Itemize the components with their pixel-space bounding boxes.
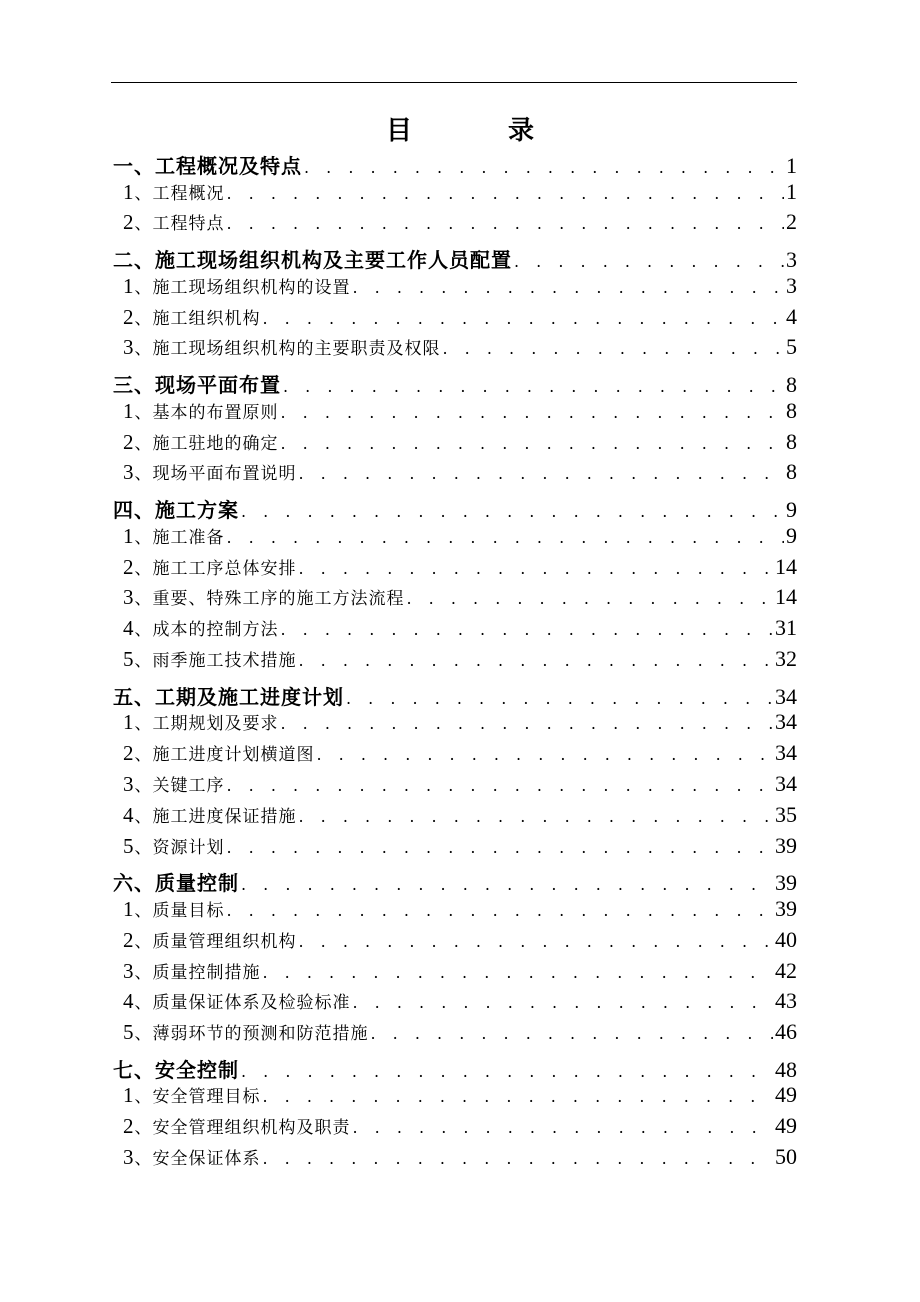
toc-entry-title	[123, 988, 351, 1014]
toc-dot-leader	[281, 434, 785, 453]
toc-dot-leader	[299, 559, 774, 578]
toc-page-number: 49	[775, 1082, 797, 1108]
toc-page-number: 39	[775, 832, 797, 858]
toc-entry-label: 、施工进度计划横道图	[134, 745, 315, 766]
toc-dot-leader	[283, 377, 784, 396]
toc-entry-title	[123, 833, 225, 859]
toc-section-entry[interactable]	[113, 1144, 797, 1175]
toc-entry-title	[123, 304, 261, 330]
toc-section-entry[interactable]	[113, 615, 797, 646]
toc-entry-label: 五、工期及施工进度计划	[113, 684, 344, 709]
toc-entry-label: 一、工程概况及特点	[113, 154, 302, 178]
toc-entry-label: 、工期规划及要求	[134, 714, 279, 735]
toc-section-entry[interactable]	[113, 1019, 797, 1050]
toc-entry-number: 2	[123, 927, 135, 952]
toc-section-entry[interactable]	[113, 927, 797, 958]
toc-entry-title	[123, 398, 279, 424]
toc-entry-number: 1	[123, 710, 135, 735]
toc-section-entry[interactable]	[113, 833, 797, 864]
toc-dot-leader	[353, 993, 774, 1012]
toc-entry-label: 、质量管理组织机构	[134, 931, 297, 952]
toc-section-entry[interactable]	[113, 1082, 797, 1113]
toc-entry-title	[123, 740, 315, 766]
toc-section-entry[interactable]	[113, 273, 797, 304]
toc-entry-label: 、施工现场组织机构的主要职责及权限	[134, 339, 441, 360]
toc-section-entry[interactable]	[113, 740, 797, 771]
toc-page-number: 9	[786, 497, 797, 523]
toc-dot-leader	[281, 714, 774, 733]
toc-entry-number: 2	[123, 304, 135, 329]
toc-entry-title	[123, 459, 297, 485]
toc-dot-leader	[514, 252, 784, 271]
toc-entry-number: 1	[123, 273, 135, 298]
toc-page-number: 8	[786, 397, 797, 423]
toc-page-number: 42	[775, 957, 797, 983]
toc-chapter-entry[interactable]	[113, 365, 797, 398]
toc-section-entry[interactable]	[113, 459, 797, 490]
toc-entry-number: 5	[123, 1020, 135, 1045]
toc-page-number: 35	[775, 801, 797, 827]
title-char-right: 录	[508, 116, 535, 146]
toc-dot-leader	[263, 1149, 774, 1168]
toc-section-entry[interactable]	[113, 1113, 797, 1144]
toc-entry-label: 二、施工现场组织机构及主要工作人员配置	[113, 248, 512, 273]
toc-entry-title	[123, 209, 225, 235]
toc-dot-leader	[299, 651, 774, 670]
toc-entry-number: 2	[123, 741, 135, 766]
toc-entry-label: 、现场平面布置说明	[134, 464, 297, 485]
toc-entry-label: 、安全保证体系	[134, 1149, 261, 1170]
toc-page-number: 1	[786, 153, 797, 178]
toc-dot-leader	[263, 963, 774, 982]
toc-entry-label: 、成本的控制方法	[134, 620, 279, 641]
toc-entry-number: 2	[123, 210, 135, 235]
toc-entry-title	[123, 927, 297, 953]
toc-dot-leader	[407, 589, 774, 608]
toc-entry-title	[123, 584, 405, 610]
toc-entry-label: 、关键工序	[134, 775, 225, 796]
toc-entry-title	[123, 429, 279, 455]
header-rule	[111, 82, 797, 83]
toc-entry-label: 三、现场平面布置	[113, 373, 281, 398]
toc-entry-number: 2	[123, 1114, 135, 1139]
toc-page-number: 31	[775, 615, 797, 641]
toc-entry-title	[113, 150, 302, 179]
toc-dot-leader	[227, 214, 785, 233]
toc-chapter-entry[interactable]	[113, 863, 797, 896]
toc-section-entry[interactable]	[113, 398, 797, 429]
toc-page-number: 39	[775, 870, 797, 896]
toc-page-number: 14	[775, 584, 797, 610]
toc-entry-title	[123, 709, 279, 735]
toc-entry-title	[123, 554, 297, 580]
toc-entry-number: 5	[123, 646, 135, 671]
toc-dot-leader	[227, 838, 774, 857]
toc-entry-title	[113, 1054, 239, 1083]
toc-dot-leader	[353, 278, 785, 297]
toc-entry-title	[123, 802, 297, 828]
toc-page-number: 3	[786, 247, 797, 273]
toc-entry-label: 、质量目标	[134, 900, 225, 921]
toc-entry-label: 、施工工序总体安排	[134, 558, 297, 579]
toc-section-entry[interactable]	[113, 896, 797, 927]
toc-entry-label: 、施工驻地的确定	[134, 433, 279, 454]
toc-page-number: 8	[786, 459, 797, 485]
toc-page-number: 34	[775, 683, 797, 709]
toc-entry-label: 、工程特点	[134, 214, 225, 235]
toc-page-number: 9	[786, 522, 797, 548]
toc-entry-title	[113, 681, 344, 710]
toc-dot-leader	[443, 339, 785, 358]
toc-section-entry[interactable]	[113, 304, 797, 335]
toc-entry-number: 4	[123, 989, 135, 1014]
toc-dot-leader	[281, 620, 774, 639]
toc-entry-label: 、施工现场组织机构的设置	[134, 277, 351, 298]
toc-entry-number: 5	[123, 833, 135, 858]
toc-entry-label: 、安全管理目标	[134, 1087, 261, 1108]
toc-page-number: 8	[786, 372, 797, 398]
toc-dot-leader	[299, 464, 785, 483]
toc-page-number: 39	[775, 895, 797, 921]
toc-dot-leader	[317, 745, 774, 764]
toc-page-number: 32	[775, 645, 797, 671]
toc-entry-number: 4	[123, 802, 135, 827]
toc-section-entry[interactable]	[113, 554, 797, 585]
toc-entry-number: 3	[123, 460, 135, 485]
toc-entry-title	[123, 1019, 369, 1045]
toc-entry-number: 1	[123, 179, 135, 204]
page-title	[0, 110, 920, 147]
toc-section-entry[interactable]	[113, 958, 797, 989]
toc-dot-leader	[241, 1062, 773, 1081]
toc-entry-title	[123, 958, 261, 984]
toc-section-entry[interactable]	[113, 523, 797, 554]
toc-page-number: 5	[786, 334, 797, 360]
title-char-left: 目	[385, 116, 412, 146]
toc-page-number: 34	[775, 770, 797, 796]
toc-page-number: 14	[775, 553, 797, 579]
toc-dot-leader	[299, 932, 774, 951]
toc-chapter-entry[interactable]	[113, 146, 797, 179]
toc-entry-label: 七、安全控制	[113, 1057, 239, 1082]
toc-entry-title	[123, 334, 441, 360]
toc-entry-label: 、雨季施工技术措施	[134, 650, 297, 671]
toc-dot-leader	[263, 1087, 774, 1106]
toc-entry-label: 、施工组织机构	[134, 308, 261, 329]
toc-entry-title	[123, 1144, 261, 1170]
toc-entry-number: 3	[123, 585, 135, 610]
toc-entry-number: 3	[123, 771, 135, 796]
toc-page-number: 46	[775, 1019, 797, 1045]
toc-section-entry[interactable]	[113, 179, 797, 210]
toc-page-number: 4	[786, 303, 797, 329]
toc-dot-leader	[281, 403, 785, 422]
toc-entry-label: 四、施工方案	[113, 498, 239, 523]
toc-page-number: 3	[786, 272, 797, 298]
toc-section-entry[interactable]	[113, 771, 797, 802]
toc-page-number: 43	[775, 988, 797, 1014]
toc-entry-number: 1	[123, 523, 135, 548]
toc-chapter-entry[interactable]	[113, 677, 797, 710]
toc-dot-leader	[227, 184, 785, 203]
toc-entry-label: 六、质量控制	[113, 871, 239, 896]
toc-entry-label: 、施工进度保证措施	[134, 806, 297, 827]
toc-page-number: 1	[786, 178, 797, 204]
toc-entry-label: 、质量保证体系及检验标准	[134, 993, 351, 1014]
toc-entry-title	[123, 771, 225, 797]
toc-entry-title	[123, 615, 279, 641]
toc-entry-label: 、质量控制措施	[134, 962, 261, 983]
toc-entry-label: 、重要、特殊工序的施工方法流程	[134, 589, 405, 610]
toc-dot-leader	[371, 1024, 774, 1043]
toc-entry-number: 1	[123, 398, 135, 423]
toc-entry-title	[123, 273, 351, 299]
toc-section-entry[interactable]	[113, 802, 797, 833]
toc-page-number: 34	[775, 740, 797, 766]
toc-page-number: 49	[775, 1113, 797, 1139]
toc-entry-title	[123, 1082, 261, 1108]
toc-entry-title	[123, 646, 297, 672]
toc-page-number: 34	[775, 709, 797, 735]
toc-entry-title	[123, 896, 225, 922]
toc-entry-title	[113, 369, 281, 398]
toc-dot-leader	[227, 528, 785, 547]
toc-page-number: 50	[775, 1144, 797, 1170]
toc-dot-leader	[346, 689, 773, 708]
toc-section-entry[interactable]	[113, 988, 797, 1019]
toc-entry-label: 、安全管理组织机构及职责	[134, 1118, 351, 1139]
toc-entry-title	[123, 523, 225, 549]
toc-entry-title	[113, 494, 239, 523]
toc-section-entry[interactable]	[113, 646, 797, 677]
toc-section-entry[interactable]	[113, 584, 797, 615]
toc-dot-leader	[227, 776, 774, 795]
toc-section-entry[interactable]	[113, 709, 797, 740]
toc-entry-number: 2	[123, 554, 135, 579]
toc-entry-number: 3	[123, 335, 135, 360]
toc-entry-title	[123, 1113, 351, 1139]
toc-entry-number: 3	[123, 1145, 135, 1170]
toc-section-entry[interactable]	[113, 209, 797, 240]
toc-entry-title	[113, 244, 512, 273]
toc-entry-label: 、基本的布置原则	[134, 402, 279, 423]
toc-dot-leader	[241, 502, 784, 521]
toc-entry-number: 2	[123, 429, 135, 454]
toc-page-number: 40	[775, 926, 797, 952]
toc-entry-label: 、工程概况	[134, 183, 225, 204]
toc-section-entry[interactable]	[113, 429, 797, 460]
toc-page-number: 2	[786, 209, 797, 235]
toc-dot-leader	[227, 901, 774, 920]
toc-entry-number: 4	[123, 616, 135, 641]
toc-dot-leader	[299, 807, 774, 826]
toc-entry-title	[113, 867, 239, 896]
toc-page-number: 48	[775, 1056, 797, 1082]
toc-dot-leader	[241, 875, 773, 894]
toc-entry-number: 1	[123, 1083, 135, 1108]
toc-entry-label: 、薄弱环节的预测和防范措施	[134, 1024, 369, 1045]
toc-dot-leader	[263, 309, 785, 328]
table-of-contents	[113, 146, 797, 1175]
toc-dot-leader	[353, 1118, 774, 1137]
toc-entry-label: 、施工准备	[134, 527, 225, 548]
toc-dot-leader	[304, 158, 784, 177]
toc-entry-label: 、资源计划	[134, 837, 225, 858]
toc-chapter-entry[interactable]	[113, 490, 797, 523]
toc-section-entry[interactable]	[113, 334, 797, 365]
toc-entry-number: 1	[123, 896, 135, 921]
toc-entry-title	[123, 179, 225, 205]
toc-entry-number: 3	[123, 958, 135, 983]
toc-chapter-entry[interactable]	[113, 1050, 797, 1083]
toc-page-number: 8	[786, 428, 797, 454]
toc-chapter-entry[interactable]	[113, 240, 797, 273]
